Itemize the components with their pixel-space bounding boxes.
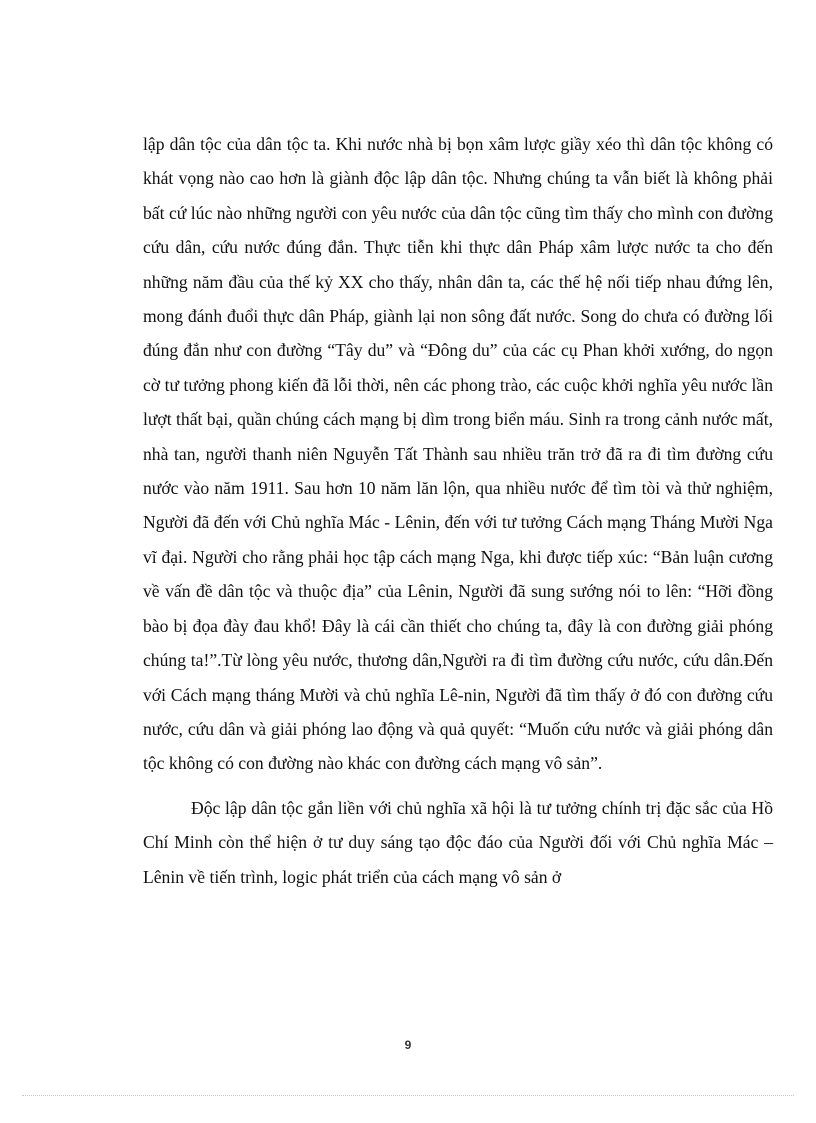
body-text <box>143 127 773 894</box>
page-bottom-divider <box>22 1095 794 1096</box>
page-number: 9 <box>404 1038 412 1052</box>
paragraph-2: Độc lập dân tộc gắn liền với chủ nghĩa xã hội là tư tưởng chính trị đặc sắc của Hồ Chí Minh còn thể hiện ở tư duy sáng tạo độc đáo của Người đối với Chủ nghĩa Mác – Lênin về tiến trình, logic phát triển của cách mạng vô sản ở <box>143 797 773 887</box>
paragraph-1: lập dân tộc của dân tộc ta. Khi nước nhà bị bọn xâm lược giầy xéo thì dân tộc không có khát vọng nào cao hơn là giành độc lập dân tộc. Nhưng chúng ta vẫn biết là không phải bất cứ lúc nào những người con yêu nước của dân tộc cũng tìm thấy cho mình con đường cứu dân, cứu nước đúng đắn. Thực tiễn khi thực dân Pháp xâm lược nước ta cho đến những năm đầu của thế kỷ XX cho thấy, nhân dân ta, các thế hệ nối tiếp nhau đứng lên, mong đánh đuổi thực dân Pháp, giành lại non sông đất nước. Song do chưa có đường lối đúng đắn như con đường “Tây du” và “Đông du” của các cụ Phan khởi xướng, do ngọn cờ tư tưởng phong kiến đã lỗi thời, nên các phong trào, các cuộc khởi nghĩa yêu nước lần lượt thất bại, quần chúng cách mạng bị dìm trong biển máu. Sinh ra trong cảnh nước mất, nhà tan, người thanh niên Nguyễn Tất Thành sau nhiều trăn trở đã ra đi tìm đường cứu nước vào năm 1911. Sau hơn 10 năm lăn lộn, qua nhiều nước để tìm tòi và thử nghiệm, Người đã đến với Chủ nghĩa Mác - Lênin, đến với tư tưởng Cách mạng Tháng Mười Nga vĩ đại. Người cho rằng phải học tập cách mạng Nga, khi được tiếp xúc: “Bản luận cương về vấn đề dân tộc và thuộc địa” của Lênin, Người đã sung sướng nói to lên: “Hỡi đồng bào bị đọa đày đau khổ! Đây là cái cần thiết cho chúng ta, đây là con đường giải phóng chúng ta!”.Từ lòng yêu nước, thương dân,Người ra đi tìm đường cứu nước, cứu dân.Đến với Cách mạng tháng Mười và chủ nghĩa Lê-nin, Người đã tìm thấy ở đó con đường cứu nước, cứu dân và giải phóng lao động và quả quyết: “Muốn cứu nước và giải phóng dân tộc không có con đường nào khác con đường cách mạng vô sản”. <box>143 134 773 774</box>
